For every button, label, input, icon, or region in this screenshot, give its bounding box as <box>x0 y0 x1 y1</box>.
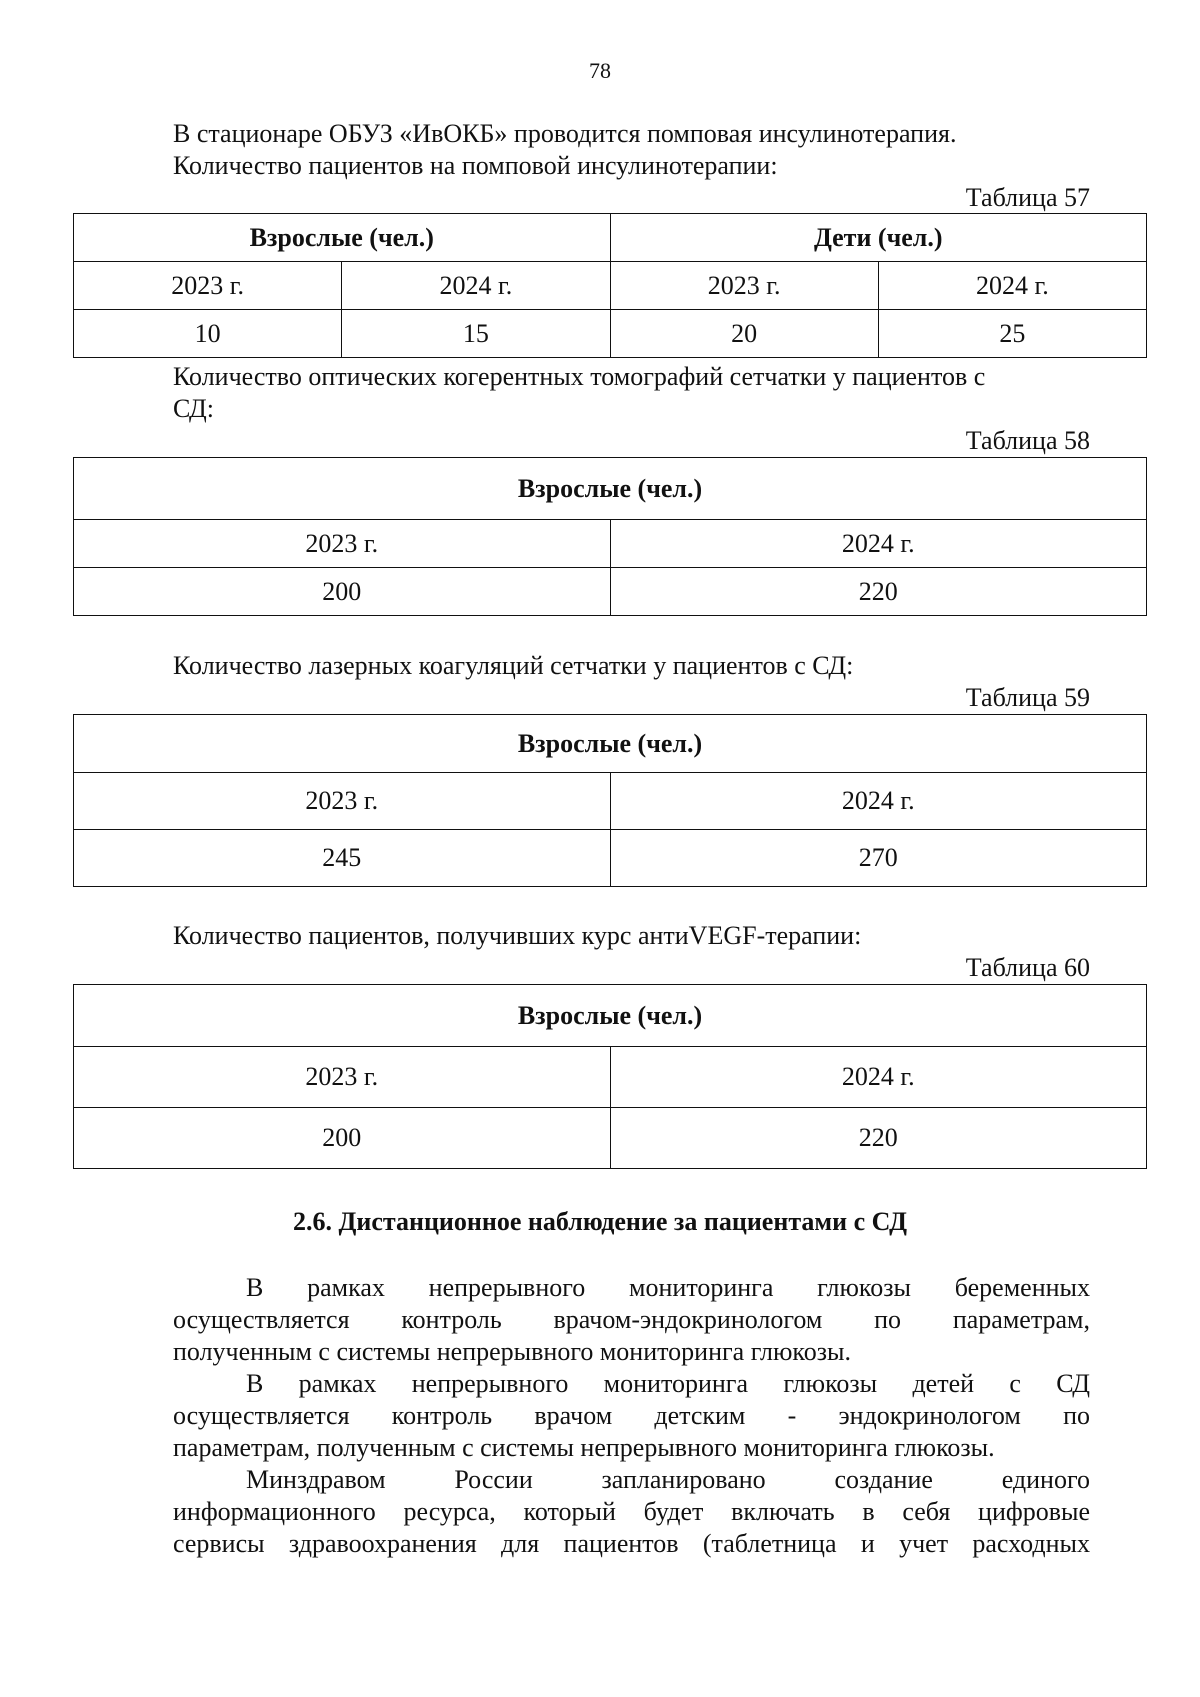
paragraph3-line-3: сервисы здравоохранения для пациентов (таблетница и учет расходных <box>173 1529 1090 1558</box>
table57-year-cell: 2023 г. <box>610 262 878 310</box>
table-row <box>74 520 1147 568</box>
table60-value-cell: 220 <box>610 1108 1147 1169</box>
table-60 <box>73 984 1147 1169</box>
table57-group-adults: Взрослые (чел.) <box>74 214 611 262</box>
paragraph2-line-2: осуществляется контроль врачом детским - эндокринологом по <box>173 1401 1090 1430</box>
table-57 <box>73 213 1147 358</box>
table59-value-cell: 270 <box>610 830 1147 887</box>
text59: Количество лазерных коагуляций сетчатки у пациентов с СД: <box>173 651 854 680</box>
text60: Количество пациентов, получивших курс антиVEGF-терапии: <box>173 921 862 950</box>
table-row <box>74 458 1147 520</box>
intro-line-2: Количество пациентов на помповой инсулинотерапии: <box>173 151 778 180</box>
text58-line-1: Количество оптических когерентных томографий сетчатки у пациентов с <box>173 362 986 391</box>
table58-caption: Таблица 58 <box>965 426 1090 455</box>
table60-value-cell: 200 <box>74 1108 611 1169</box>
table57-value-cell: 10 <box>74 310 342 358</box>
paragraph1-line-1: В рамках непрерывного мониторинга глюкозы беременных <box>246 1273 1090 1302</box>
paragraph3-line-2: информационного ресурса, который будет включать в себя цифровые <box>173 1497 1090 1526</box>
table58-year-cell: 2024 г. <box>610 520 1147 568</box>
table-row <box>74 773 1147 830</box>
table59-value-cell: 245 <box>74 830 611 887</box>
table-row <box>74 830 1147 887</box>
table-row <box>74 985 1147 1047</box>
table57-caption: Таблица 57 <box>965 183 1090 212</box>
table57-year-cell: 2024 г. <box>342 262 610 310</box>
table60-caption: Таблица 60 <box>965 953 1090 982</box>
paragraph3-line-1: Минздравом России запланировано создание единого <box>246 1465 1090 1494</box>
paragraph2-line-1: В рамках непрерывного мониторинга глюкозы детей с СД <box>246 1369 1090 1398</box>
section-heading: 2.6. Дистанционное наблюдение за пациентами с СД <box>292 1207 908 1236</box>
table57-value-cell: 15 <box>342 310 610 358</box>
table-row <box>74 214 1147 262</box>
table59-group-adults: Взрослые (чел.) <box>74 715 1147 773</box>
paragraph1-line-3: полученным с системы непрерывного мониторинга глюкозы. <box>173 1337 851 1366</box>
table58-year-cell: 2023 г. <box>74 520 611 568</box>
table60-year-cell: 2023 г. <box>74 1047 611 1108</box>
paragraph2-line-3: параметрам, полученным с системы непрерывного мониторинга глюкозы. <box>173 1433 995 1462</box>
table58-group-adults: Взрослые (чел.) <box>74 458 1147 520</box>
table59-caption: Таблица 59 <box>965 683 1090 712</box>
page-number: 78 <box>589 58 611 83</box>
table57-value-cell: 20 <box>610 310 878 358</box>
table-row <box>74 568 1147 616</box>
table59-year-cell: 2024 г. <box>610 773 1147 830</box>
table57-group-children: Дети (чел.) <box>610 214 1147 262</box>
table57-year-cell: 2023 г. <box>74 262 342 310</box>
table60-group-adults: Взрослые (чел.) <box>74 985 1147 1047</box>
table-59 <box>73 714 1147 887</box>
table58-value-cell: 220 <box>610 568 1147 616</box>
table58-value-cell: 200 <box>74 568 611 616</box>
text58-line-2: СД: <box>173 394 215 423</box>
table59-year-cell: 2023 г. <box>74 773 611 830</box>
paragraph1-line-2: осуществляется контроль врачом-эндокринологом по параметрам, <box>173 1305 1090 1334</box>
table-row <box>74 1047 1147 1108</box>
table57-year-cell: 2024 г. <box>878 262 1146 310</box>
table-58 <box>73 457 1147 616</box>
table-row <box>74 1108 1147 1169</box>
table-row <box>74 262 1147 310</box>
table-row <box>74 310 1147 358</box>
table60-year-cell: 2024 г. <box>610 1047 1147 1108</box>
table57-value-cell: 25 <box>878 310 1146 358</box>
table-row <box>74 715 1147 773</box>
intro-line-1: В стационаре ОБУЗ «ИвОКБ» проводится помповая инсулинотерапия. <box>173 119 957 148</box>
